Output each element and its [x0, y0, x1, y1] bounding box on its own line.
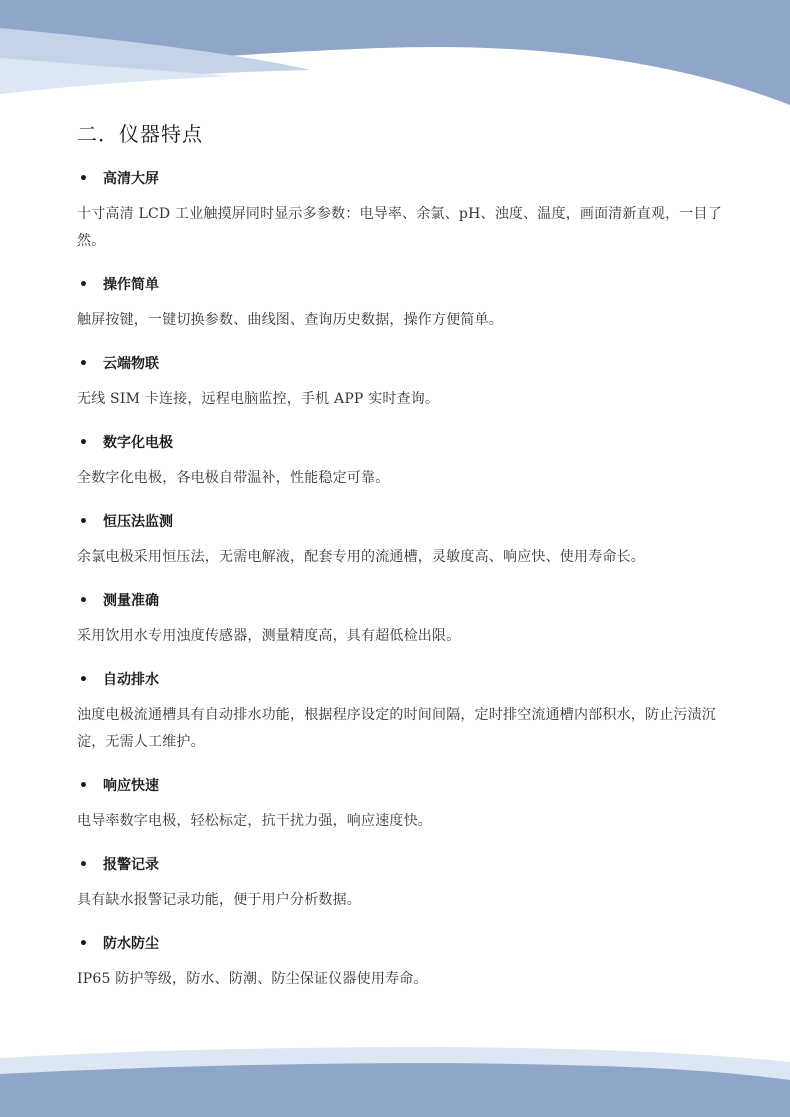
- feature-description: 十寸高清 LCD 工业触摸屏同时显示多参数：电导率、余氯、pH、浊度、温度，画面清新直观，一目了然。: [77, 206, 722, 249]
- feature-heading: [77, 932, 737, 956]
- bullet-icon: •: [79, 435, 88, 451]
- feature-description: IP65 防护等级，防水、防潮、防尘保证仪器使用寿命。: [77, 971, 428, 987]
- feature-heading: [77, 668, 737, 692]
- feature-item: [77, 853, 737, 914]
- feature-title: 自动排水: [103, 672, 159, 688]
- bullet-icon: •: [79, 857, 88, 873]
- feature-item: [77, 668, 737, 756]
- feature-heading: [77, 774, 737, 798]
- header-decoration: [0, 0, 790, 130]
- section-title: 二．仪器特点: [77, 122, 203, 146]
- feature-heading: [77, 273, 737, 297]
- feature-item: [77, 431, 737, 492]
- feature-description: 无线 SIM 卡连接，远程电脑监控，手机 APP 实时查询。: [77, 391, 440, 407]
- feature-item: [77, 352, 737, 413]
- feature-description: 具有缺水报警记录功能，便于用户分析数据。: [77, 892, 361, 908]
- bullet-icon: •: [79, 171, 88, 187]
- feature-item: [77, 774, 737, 835]
- feature-item: [77, 167, 737, 255]
- bullet-icon: •: [79, 672, 88, 688]
- feature-title: 数字化电极: [103, 435, 173, 451]
- bullet-icon: •: [79, 593, 88, 609]
- feature-heading: [77, 853, 737, 877]
- feature-title: 防水防尘: [103, 936, 159, 952]
- feature-item: [77, 273, 737, 334]
- feature-heading: [77, 589, 737, 613]
- feature-title: 恒压法监测: [103, 514, 173, 530]
- feature-description: 浊度电极流通槽具有自动排水功能，根据程序设定的时间间隔，定时排空流通槽内部积水，防止污渍沉淀，无需人工维护。: [77, 707, 716, 750]
- feature-item: [77, 589, 737, 650]
- feature-description: 全数字化电极，各电极自带温补，性能稳定可靠。: [77, 470, 390, 486]
- feature-heading: [77, 352, 737, 376]
- feature-description: 余氯电极采用恒压法，无需电解液，配套专用的流通槽，灵敏度高、响应快、使用寿命长。: [77, 549, 645, 565]
- feature-title: 高清大屏: [103, 171, 159, 187]
- feature-title: 报警记录: [103, 857, 159, 873]
- feature-title: 操作简单: [103, 277, 159, 293]
- feature-title: 响应快速: [103, 778, 159, 794]
- feature-item: [77, 932, 737, 993]
- feature-title: 云端物联: [103, 356, 159, 372]
- bullet-icon: •: [79, 356, 88, 372]
- feature-description: 电导率数字电极，轻松标定，抗干扰力强，响应速度快。: [77, 813, 432, 829]
- feature-item: [77, 510, 737, 571]
- feature-title: 测量准确: [103, 593, 159, 609]
- bullet-icon: •: [79, 514, 88, 530]
- feature-description: 采用饮用水专用浊度传感器，测量精度高，具有超低检出限。: [77, 628, 461, 644]
- feature-heading: [77, 431, 737, 455]
- bullet-icon: •: [79, 936, 88, 952]
- feature-description: 触屏按键，一键切换参数、曲线图、查询历史数据，操作方便简单。: [77, 312, 503, 328]
- bullet-icon: •: [79, 778, 88, 794]
- feature-heading: [77, 167, 737, 191]
- footer-decoration: [0, 1032, 790, 1117]
- feature-heading: [77, 510, 737, 534]
- bullet-icon: •: [79, 277, 88, 293]
- features-section: [77, 118, 737, 1011]
